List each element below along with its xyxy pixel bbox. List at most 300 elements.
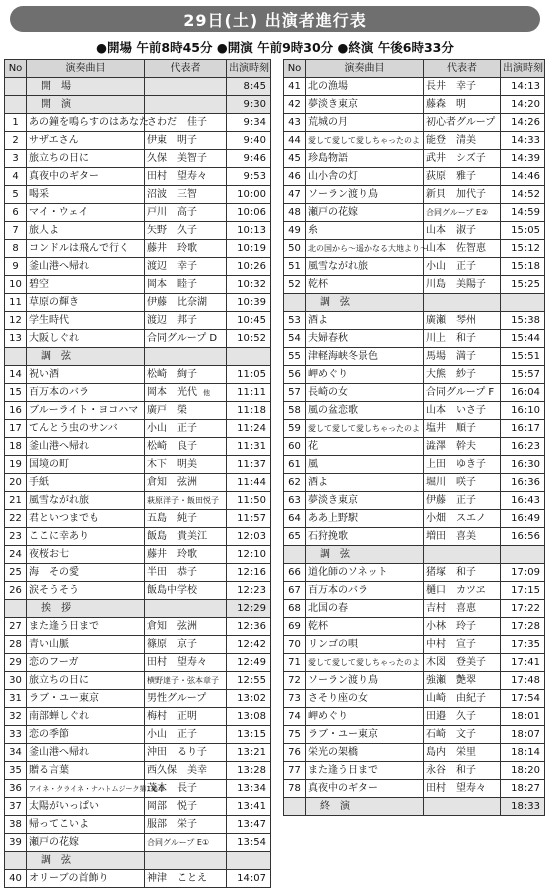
performer-cell bbox=[424, 762, 501, 780]
table-row bbox=[5, 528, 271, 546]
no-cell-text: 65 bbox=[288, 530, 301, 542]
time-cell-text: 10:45 bbox=[237, 314, 266, 326]
song-title-cell-text: 糸 bbox=[308, 224, 318, 236]
performer-cell-text: 上田 ゆき子 bbox=[426, 458, 486, 470]
song-title-cell-text: 君といつまでも bbox=[29, 512, 99, 524]
song-title-cell bbox=[27, 672, 145, 690]
song-title-cell bbox=[306, 582, 424, 600]
performer-cell bbox=[424, 654, 501, 672]
no-cell-text: 31 bbox=[9, 692, 22, 704]
no-cell bbox=[5, 636, 27, 654]
song-title-cell-text: オリーブの首飾り bbox=[29, 872, 109, 884]
no-cell bbox=[5, 546, 27, 564]
performer-cell-text: 伊藤 比奈湖 bbox=[147, 296, 207, 308]
song-title-cell-text: 北国の春 bbox=[308, 602, 348, 614]
no-cell-text: 78 bbox=[288, 782, 301, 794]
song-title-cell bbox=[306, 96, 424, 114]
song-title-cell bbox=[27, 510, 145, 528]
song-title-cell bbox=[27, 132, 145, 150]
no-cell bbox=[284, 474, 306, 492]
no-cell-text: 2 bbox=[12, 134, 19, 146]
no-cell-text: 10 bbox=[9, 278, 22, 290]
performer-cell-text: 初心者グループ bbox=[426, 116, 496, 128]
table-row bbox=[5, 294, 271, 312]
table-row bbox=[284, 132, 545, 150]
no-cell-text: 75 bbox=[288, 728, 301, 740]
no-cell-text: 7 bbox=[12, 224, 19, 236]
song-title-cell-text: 旅立ちの日に bbox=[29, 152, 89, 164]
song-title-cell bbox=[306, 654, 424, 672]
song-title-cell bbox=[27, 636, 145, 654]
song-title-cell bbox=[27, 294, 145, 312]
table-row bbox=[5, 834, 271, 852]
performer-cell bbox=[145, 816, 227, 834]
song-title-cell bbox=[27, 528, 145, 546]
song-title-cell bbox=[306, 186, 424, 204]
time-cell bbox=[227, 582, 271, 600]
no-cell bbox=[5, 438, 27, 456]
time-cell-text: 16:30 bbox=[511, 458, 540, 470]
no-cell bbox=[5, 474, 27, 492]
song-title-cell-text: 夫婦春秋 bbox=[308, 332, 348, 344]
song-title-cell-text: 百万本のバラ bbox=[29, 386, 89, 398]
table-row bbox=[5, 798, 271, 816]
song-title-cell-text: 学生時代 bbox=[29, 314, 69, 326]
performer-cell bbox=[424, 780, 501, 798]
table-row bbox=[284, 600, 545, 618]
no-cell bbox=[5, 258, 27, 276]
performer-cell-text: 倉知 弦洲 bbox=[147, 476, 197, 488]
time-cell bbox=[227, 744, 271, 762]
no-cell bbox=[5, 78, 27, 96]
time-cell-text: 11:18 bbox=[237, 404, 266, 416]
time-cell-text: 16:23 bbox=[511, 440, 540, 452]
performer-note: 他 bbox=[203, 388, 210, 397]
song-title-cell-text: 岬めぐり bbox=[308, 710, 348, 722]
performer-cell bbox=[424, 600, 501, 618]
song-title-cell-text: 風雪ながれ旅 bbox=[308, 260, 368, 272]
song-title-cell-text: 岬めぐり bbox=[308, 368, 348, 380]
table-row bbox=[5, 420, 271, 438]
performer-cell bbox=[145, 240, 227, 258]
performer-cell bbox=[145, 744, 227, 762]
time-cell bbox=[227, 762, 271, 780]
no-cell-text: 74 bbox=[288, 710, 301, 722]
song-title-cell-text: 大阪しぐれ bbox=[29, 332, 79, 344]
song-title-cell-text: 青い山脈 bbox=[29, 638, 69, 650]
song-title-cell-text: 調 弦 bbox=[41, 350, 71, 362]
time-cell-text: 18:33 bbox=[511, 800, 540, 812]
time-cell-text: 14:20 bbox=[511, 98, 540, 110]
no-cell bbox=[284, 150, 306, 168]
no-cell-text: 43 bbox=[288, 116, 301, 128]
time-cell bbox=[227, 78, 271, 96]
song-title-cell bbox=[27, 78, 145, 96]
table-row bbox=[5, 240, 271, 258]
column-header-time: 出演時刻 bbox=[227, 60, 271, 78]
song-title-cell-text: リンゴの唄 bbox=[308, 638, 358, 650]
time-cell-text: 10:26 bbox=[237, 260, 266, 272]
song-title-cell bbox=[306, 168, 424, 186]
time-cell bbox=[501, 150, 545, 168]
table-row bbox=[284, 492, 545, 510]
performer-cell-text: 廣瀬 琴州 bbox=[426, 314, 476, 326]
performer-cell-text: 川上 和子 bbox=[426, 332, 476, 344]
song-title-cell bbox=[27, 150, 145, 168]
time-cell bbox=[227, 330, 271, 348]
table-row bbox=[284, 348, 545, 366]
table-row bbox=[284, 708, 545, 726]
time-cell-text: 15:44 bbox=[511, 332, 540, 344]
table-row bbox=[5, 564, 271, 582]
no-cell bbox=[5, 186, 27, 204]
table-row bbox=[5, 168, 271, 186]
no-cell-text: 33 bbox=[9, 728, 22, 740]
time-cell bbox=[227, 564, 271, 582]
performer-cell-text: 松崎 良子 bbox=[147, 440, 197, 452]
table-row bbox=[284, 330, 545, 348]
time-cell bbox=[501, 582, 545, 600]
performer-cell-text: 山本 いさ子 bbox=[426, 404, 486, 416]
no-cell-text: 69 bbox=[288, 620, 301, 632]
song-title-cell bbox=[306, 312, 424, 330]
song-title-cell-text: 風の盆恋歌 bbox=[308, 404, 358, 416]
song-title-cell bbox=[27, 708, 145, 726]
no-cell-text: 58 bbox=[288, 404, 301, 416]
song-title-cell bbox=[27, 420, 145, 438]
no-cell bbox=[5, 456, 27, 474]
no-cell-text: 17 bbox=[9, 422, 22, 434]
performer-cell-text: さわだ 佳子 bbox=[147, 116, 207, 128]
time-cell bbox=[227, 780, 271, 798]
performer-cell bbox=[424, 492, 501, 510]
song-title-cell-text: 瀬戸の花嫁 bbox=[29, 836, 79, 848]
no-cell-text: 41 bbox=[288, 80, 301, 92]
table-row bbox=[5, 402, 271, 420]
song-title-cell-text: 真夜中のギター bbox=[308, 782, 378, 794]
performer-cell bbox=[424, 420, 501, 438]
song-title-cell bbox=[306, 636, 424, 654]
time-cell bbox=[227, 834, 271, 852]
time-cell bbox=[501, 690, 545, 708]
time-cell bbox=[227, 366, 271, 384]
time-cell bbox=[227, 852, 271, 870]
time-cell-text: 17:15 bbox=[511, 584, 540, 596]
performer-cell bbox=[424, 114, 501, 132]
time-cell-text: 9:46 bbox=[243, 152, 266, 164]
no-cell bbox=[284, 744, 306, 762]
song-title-cell bbox=[27, 186, 145, 204]
time-cell bbox=[501, 132, 545, 150]
performer-cell bbox=[145, 636, 227, 654]
performer-cell bbox=[424, 690, 501, 708]
time-cell-text: 16:10 bbox=[511, 404, 540, 416]
song-title-cell bbox=[27, 114, 149, 132]
song-title-cell bbox=[27, 870, 145, 888]
table-row bbox=[284, 672, 545, 690]
performer-cell-text: 吉村 喜恵 bbox=[426, 602, 476, 614]
time-cell-text: 12:10 bbox=[237, 548, 266, 560]
song-title-cell-text: 愛して愛して愛しちゃったのよ bbox=[308, 657, 420, 667]
no-cell bbox=[284, 726, 306, 744]
table-row bbox=[5, 672, 271, 690]
time-cell bbox=[227, 348, 271, 366]
no-cell-text: 55 bbox=[288, 350, 301, 362]
song-title-cell bbox=[306, 672, 424, 690]
performer-cell bbox=[145, 798, 227, 816]
no-cell-text: 14 bbox=[9, 368, 22, 380]
column-header-performer: 代表者 bbox=[145, 60, 227, 78]
song-title-cell bbox=[306, 78, 424, 96]
song-title-cell bbox=[27, 834, 145, 852]
performer-cell-text: 合同グループ E② bbox=[426, 207, 489, 217]
performer-cell bbox=[424, 510, 501, 528]
table-row bbox=[284, 186, 545, 204]
song-title-cell bbox=[27, 492, 145, 510]
performer-cell bbox=[145, 222, 227, 240]
table-row bbox=[5, 258, 271, 276]
song-title-cell bbox=[27, 690, 145, 708]
song-title-cell-text: 祝い酒 bbox=[29, 368, 59, 380]
no-cell bbox=[5, 582, 27, 600]
performer-cell bbox=[145, 204, 227, 222]
song-title-cell-text: 北の国から～遥かなる大地より～ bbox=[308, 243, 428, 253]
table-row bbox=[284, 510, 545, 528]
no-cell bbox=[5, 690, 27, 708]
table-header-row bbox=[5, 60, 271, 78]
no-cell-text: 32 bbox=[9, 710, 22, 722]
performer-cell bbox=[424, 78, 501, 96]
no-cell bbox=[284, 510, 306, 528]
table-row bbox=[284, 726, 545, 744]
song-title-cell-text: 草原の輝き bbox=[29, 296, 79, 308]
performer-cell-text: 田村 望寿々 bbox=[147, 656, 207, 668]
table-row bbox=[284, 420, 545, 438]
song-title-cell bbox=[306, 456, 424, 474]
performer-cell-text: 山本 佐智恵 bbox=[426, 242, 486, 254]
no-cell bbox=[5, 348, 27, 366]
performer-cell bbox=[424, 330, 501, 348]
no-cell-text: 48 bbox=[288, 206, 301, 218]
song-title-cell-text: 挨 拶 bbox=[41, 602, 71, 614]
no-cell bbox=[284, 762, 306, 780]
performer-cell bbox=[145, 150, 227, 168]
song-title-cell-text: さそり座の女 bbox=[308, 692, 368, 704]
time-cell bbox=[501, 600, 545, 618]
no-cell-text: 15 bbox=[9, 386, 22, 398]
performer-cell bbox=[424, 150, 501, 168]
performer-cell-text: 藤井 玲歌 bbox=[147, 242, 197, 254]
column-header-no: No bbox=[5, 60, 27, 78]
song-title-cell bbox=[27, 744, 145, 762]
no-cell-text: 8 bbox=[12, 242, 19, 254]
time-cell bbox=[501, 618, 545, 636]
performer-cell-text: 島内 栄里 bbox=[426, 746, 476, 758]
time-cell bbox=[501, 384, 545, 402]
no-cell bbox=[5, 132, 27, 150]
no-cell bbox=[5, 294, 27, 312]
song-title-cell-text: 風雪ながれ旅 bbox=[29, 494, 89, 506]
song-title-cell-text: ソーラン渡り鳥 bbox=[308, 674, 378, 686]
song-title-cell bbox=[306, 222, 424, 240]
time-cell-text: 18:20 bbox=[511, 764, 540, 776]
no-cell-text: 42 bbox=[288, 98, 301, 110]
no-cell bbox=[5, 870, 27, 888]
song-title-cell bbox=[27, 780, 165, 798]
time-cell bbox=[501, 114, 545, 132]
section-row bbox=[284, 798, 545, 816]
song-title-cell-text: てんとう虫のサンバ bbox=[29, 422, 118, 434]
no-cell-text: 64 bbox=[288, 512, 301, 524]
time-cell bbox=[501, 636, 545, 654]
time-cell bbox=[227, 168, 271, 186]
song-title-cell-text: 国境の町 bbox=[29, 458, 69, 470]
performer-cell-text: 山崎 由紀子 bbox=[426, 692, 486, 704]
no-cell-text: 19 bbox=[9, 458, 22, 470]
performer-cell-text: 武井 シズ子 bbox=[426, 152, 486, 164]
time-cell bbox=[227, 456, 271, 474]
performer-cell bbox=[145, 492, 227, 510]
time-cell-text: 10:39 bbox=[237, 296, 266, 308]
schedule-table-left bbox=[4, 59, 271, 888]
performer-cell-text: 藤森 明 bbox=[426, 98, 466, 110]
song-title-cell bbox=[27, 348, 145, 366]
table-row bbox=[5, 114, 271, 132]
time-cell-text: 17:48 bbox=[511, 674, 540, 686]
time-cell bbox=[227, 690, 271, 708]
performer-cell-text: 小畑 スエノ bbox=[426, 512, 486, 524]
performer-cell bbox=[145, 690, 227, 708]
no-cell bbox=[284, 546, 306, 564]
no-cell-text: 67 bbox=[288, 584, 301, 596]
no-cell-text: 56 bbox=[288, 368, 301, 380]
performer-cell-text: 小山 正子 bbox=[147, 422, 197, 434]
no-cell bbox=[5, 564, 27, 582]
song-title-cell-text: ラブ・ユー東京 bbox=[308, 728, 378, 740]
performer-cell-text: 増田 喜美 bbox=[426, 530, 476, 542]
table-row bbox=[5, 312, 271, 330]
time-cell bbox=[501, 510, 545, 528]
time-cell bbox=[227, 510, 271, 528]
no-cell-text: 28 bbox=[9, 638, 22, 650]
time-cell bbox=[501, 492, 545, 510]
section-row bbox=[5, 600, 271, 618]
song-title-cell-text: 帰ってこいよ bbox=[29, 818, 89, 830]
section-row bbox=[5, 852, 271, 870]
time-cell-text: 9:40 bbox=[243, 134, 266, 146]
time-cell-text: 18:01 bbox=[511, 710, 540, 722]
table-row bbox=[5, 510, 271, 528]
no-cell bbox=[284, 708, 306, 726]
no-cell bbox=[284, 528, 306, 546]
table-row bbox=[284, 474, 545, 492]
no-cell-text: 29 bbox=[9, 656, 22, 668]
song-title-cell-text: ああ上野駅 bbox=[308, 512, 358, 524]
time-cell-text: 15:51 bbox=[511, 350, 540, 362]
time-cell-text: 11:37 bbox=[237, 458, 266, 470]
song-title-cell-text: また逢う日まで bbox=[29, 620, 99, 632]
time-cell bbox=[227, 96, 271, 114]
song-title-cell bbox=[27, 618, 145, 636]
no-cell-text: 62 bbox=[288, 476, 301, 488]
performer-cell-text: 小山 正子 bbox=[426, 260, 476, 272]
song-title-cell-text: あの鐘を鳴らすのはあなた bbox=[29, 116, 149, 128]
time-cell-text: 16:36 bbox=[511, 476, 540, 488]
time-cell-text: 12:36 bbox=[237, 620, 266, 632]
no-cell-text: 57 bbox=[288, 386, 301, 398]
song-title-cell-text: マイ・ウェイ bbox=[29, 206, 89, 218]
time-cell-text: 18:27 bbox=[511, 782, 540, 794]
no-cell-text: 60 bbox=[288, 440, 301, 452]
no-cell bbox=[284, 204, 306, 222]
no-cell-text: 21 bbox=[9, 494, 22, 506]
song-title-cell-text: 恋の季節 bbox=[29, 728, 69, 740]
song-title-cell-text: 百万本のバラ bbox=[308, 584, 368, 596]
table-row bbox=[284, 618, 545, 636]
time-cell bbox=[227, 114, 271, 132]
time-cell bbox=[501, 654, 545, 672]
time-cell bbox=[227, 528, 271, 546]
time-cell bbox=[501, 762, 545, 780]
song-title-cell-text: 贈る言葉 bbox=[29, 764, 69, 776]
time-cell-text: 18:14 bbox=[511, 746, 540, 758]
table-row bbox=[5, 150, 271, 168]
time-cell-text: 14:46 bbox=[511, 170, 540, 182]
song-title-cell bbox=[306, 132, 424, 150]
time-cell bbox=[501, 222, 545, 240]
song-title-cell bbox=[27, 204, 145, 222]
performer-cell bbox=[145, 186, 227, 204]
no-cell bbox=[5, 744, 27, 762]
no-cell-text: 34 bbox=[9, 746, 22, 758]
performer-cell-text: 飯島中学校 bbox=[147, 584, 197, 596]
time-cell bbox=[501, 726, 545, 744]
section-row bbox=[5, 96, 271, 114]
song-title-cell-text: 釜山港へ帰れ bbox=[29, 260, 89, 272]
song-title-cell bbox=[27, 258, 145, 276]
song-title-cell-text: ラブ・ユー東京 bbox=[29, 692, 99, 704]
performer-cell bbox=[145, 618, 227, 636]
performer-cell-text: 大熊 紗子 bbox=[426, 368, 476, 380]
time-cell-text: 13:41 bbox=[237, 800, 266, 812]
time-cell bbox=[501, 780, 545, 798]
no-cell-text: 77 bbox=[288, 764, 301, 776]
performer-cell-text: 荻原 雅子 bbox=[426, 170, 476, 182]
time-cell-text: 17:09 bbox=[511, 566, 540, 578]
performer-cell-text: 男性グループ bbox=[147, 692, 207, 704]
no-cell bbox=[5, 366, 27, 384]
song-title-cell-text: 南部蝉しぐれ bbox=[29, 710, 89, 722]
no-cell-text: 52 bbox=[288, 278, 301, 290]
no-cell bbox=[284, 654, 306, 672]
time-cell bbox=[501, 564, 545, 582]
table-row bbox=[5, 636, 271, 654]
time-cell bbox=[501, 78, 545, 96]
song-title-cell-text: 恋のフーガ bbox=[29, 656, 79, 668]
no-cell bbox=[5, 384, 27, 402]
song-title-cell-text: コンドルは飛んで行く bbox=[29, 242, 129, 254]
time-cell-text: 14:07 bbox=[237, 872, 266, 884]
performer-cell bbox=[145, 726, 227, 744]
table-row bbox=[5, 726, 271, 744]
table-row bbox=[284, 456, 545, 474]
song-title-cell-text: 瀬戸の花嫁 bbox=[308, 206, 358, 218]
song-title-cell-text: 風 bbox=[308, 458, 318, 470]
performer-cell-text: 飯島 貴美江 bbox=[147, 530, 207, 542]
no-cell-text: 38 bbox=[9, 818, 22, 830]
song-title-cell bbox=[27, 222, 145, 240]
performer-cell-text: 小林 玲子 bbox=[426, 620, 476, 632]
